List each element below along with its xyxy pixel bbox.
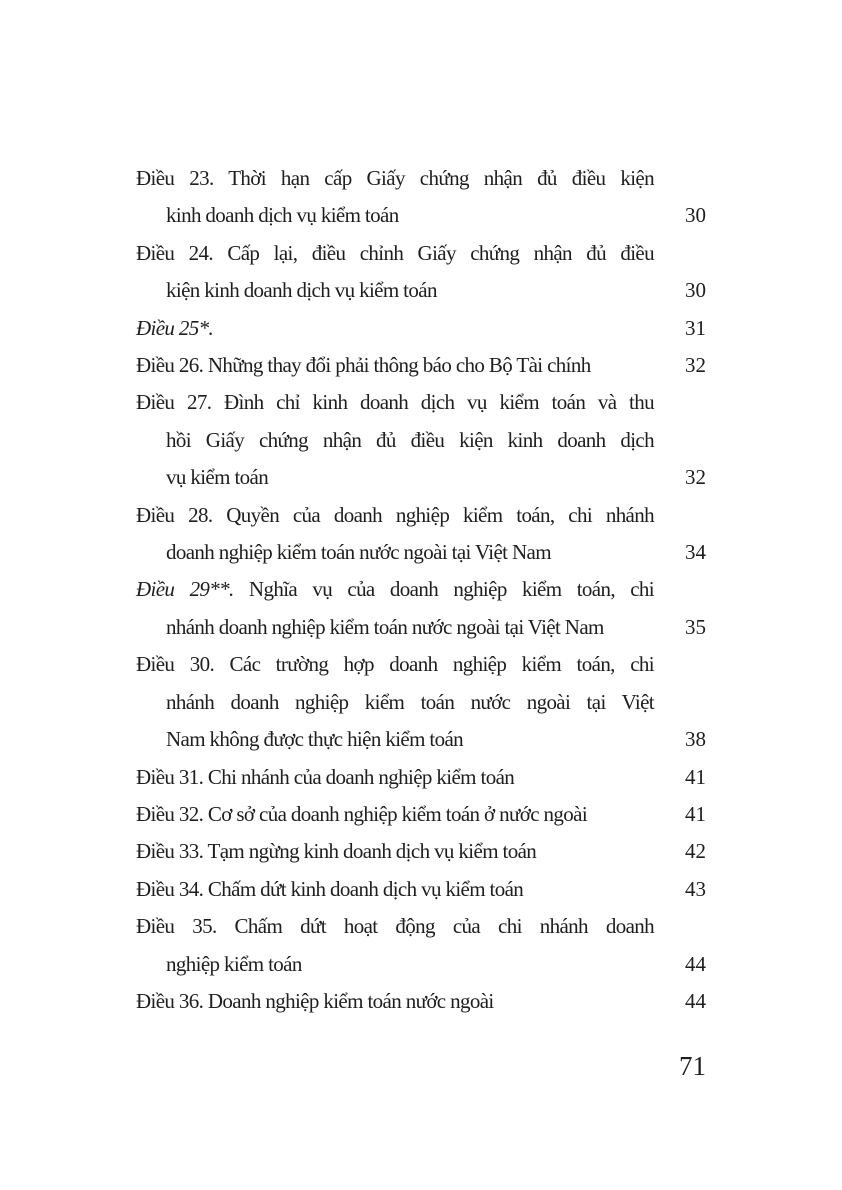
toc-entry-text (136, 796, 654, 833)
toc-entry (136, 310, 706, 347)
toc-entry-text (136, 347, 654, 384)
toc-entry (136, 235, 706, 310)
toc-line: Điều 27. Đình chỉ kinh doanh dịch vụ kiểm toán và thu (136, 390, 654, 415)
toc-line: Điều 35. Chấm dứt hoạt động của chi nhánh doanh (136, 914, 654, 939)
toc-line: kiện kinh doanh dịch vụ kiểm toán (166, 278, 437, 303)
toc-entry-text (136, 235, 654, 310)
toc-entry-text (136, 908, 654, 983)
toc-line: Điều 33. Tạm ngừng kinh doanh dịch vụ kiểm toán (136, 839, 537, 864)
toc-entry-page-number: 44 (685, 988, 706, 1013)
toc-line: Điều 32. Cơ sở của doanh nghiệp kiểm toán ở nước ngoài (136, 801, 588, 826)
toc-entry-page-number: 32 (685, 353, 706, 378)
toc-entry-page-number: 35 (685, 614, 706, 639)
toc-line: Điều 36. Doanh nghiệp kiểm toán nước ngoài (136, 988, 494, 1013)
toc-line: Điều 29**. Nghĩa vụ của doanh nghiệp kiểm toán, chi (136, 577, 654, 602)
toc-entry-page-number: 30 (685, 278, 706, 303)
toc-entry-text (136, 384, 654, 496)
toc-line: Điều 31. Chi nhánh của doanh nghiệp kiểm toán (136, 764, 515, 789)
toc-line: Điều 24. Cấp lại, điều chỉnh Giấy chứng nhận đủ điều (136, 240, 654, 265)
toc-entry (136, 983, 706, 1020)
toc-entry (136, 833, 706, 870)
toc-entry-text (136, 983, 654, 1020)
toc-line: nhánh doanh nghiệp kiểm toán nước ngoài tại Việt (166, 689, 654, 714)
toc-line: hồi Giấy chứng nhận đủ điều kiện kinh doanh dịch (166, 427, 654, 452)
toc-entry (136, 871, 706, 908)
toc-line: kinh doanh dịch vụ kiểm toán (166, 203, 399, 228)
toc-entry-text (136, 160, 654, 235)
toc-line: vụ kiểm toán (166, 465, 269, 490)
toc-entry-page-number: 42 (685, 839, 706, 864)
toc-entry-page-number: 41 (685, 801, 706, 826)
toc-entry-page-number: 44 (685, 951, 706, 976)
toc-entry-page-number: 41 (685, 764, 706, 789)
toc-entry-text (136, 646, 654, 758)
toc-entry-page-number: 43 (685, 876, 706, 901)
toc-line: Điều 28. Quyền của doanh nghiệp kiểm toán, chi nhánh (136, 502, 654, 527)
toc-entry-page-number: 31 (685, 315, 706, 340)
toc-entry (136, 759, 706, 796)
toc-line: Điều 26. Những thay đổi phải thông báo cho Bộ Tài chính (136, 353, 591, 378)
toc-entry (136, 646, 706, 758)
toc-entry (136, 796, 706, 833)
toc-entry-text (136, 310, 654, 347)
toc-entry-text (136, 833, 654, 870)
toc-entry (136, 908, 706, 983)
toc-entry-page-number: 30 (685, 203, 706, 228)
toc-line: Điều 30. Các trường hợp doanh nghiệp kiểm toán, chi (136, 652, 654, 677)
toc-entry-text (136, 871, 654, 908)
toc-line: nghiệp kiểm toán (166, 951, 302, 976)
toc-line: Điều 34. Chấm dứt kinh doanh dịch vụ kiểm toán (136, 876, 524, 901)
toc-entry-text (136, 759, 654, 796)
toc-entry-page-number: 38 (685, 727, 706, 752)
toc-line: Điều 23. Thời hạn cấp Giấy chứng nhận đủ điều kiện (136, 166, 654, 190)
toc-entry (136, 347, 706, 384)
toc-line: nhánh doanh nghiệp kiểm toán nước ngoài tại Việt Nam (166, 614, 604, 639)
toc-entry-page-number: 32 (685, 465, 706, 490)
toc-entry (136, 384, 706, 496)
toc-entry (136, 571, 706, 646)
toc-entry-text (136, 497, 654, 572)
toc-line: doanh nghiệp kiểm toán nước ngoài tại Việt Nam (166, 540, 551, 565)
toc-entry-page-number: 34 (685, 540, 706, 565)
toc-entry (136, 160, 706, 235)
page-number-folio: 71 (679, 1051, 706, 1081)
toc-line: Nam không được thực hiện kiểm toán (166, 727, 464, 752)
table-of-contents (136, 160, 706, 1020)
toc-entry-text (136, 571, 654, 646)
toc-entry (136, 497, 706, 572)
toc-line: Điều 25*. (136, 315, 214, 340)
